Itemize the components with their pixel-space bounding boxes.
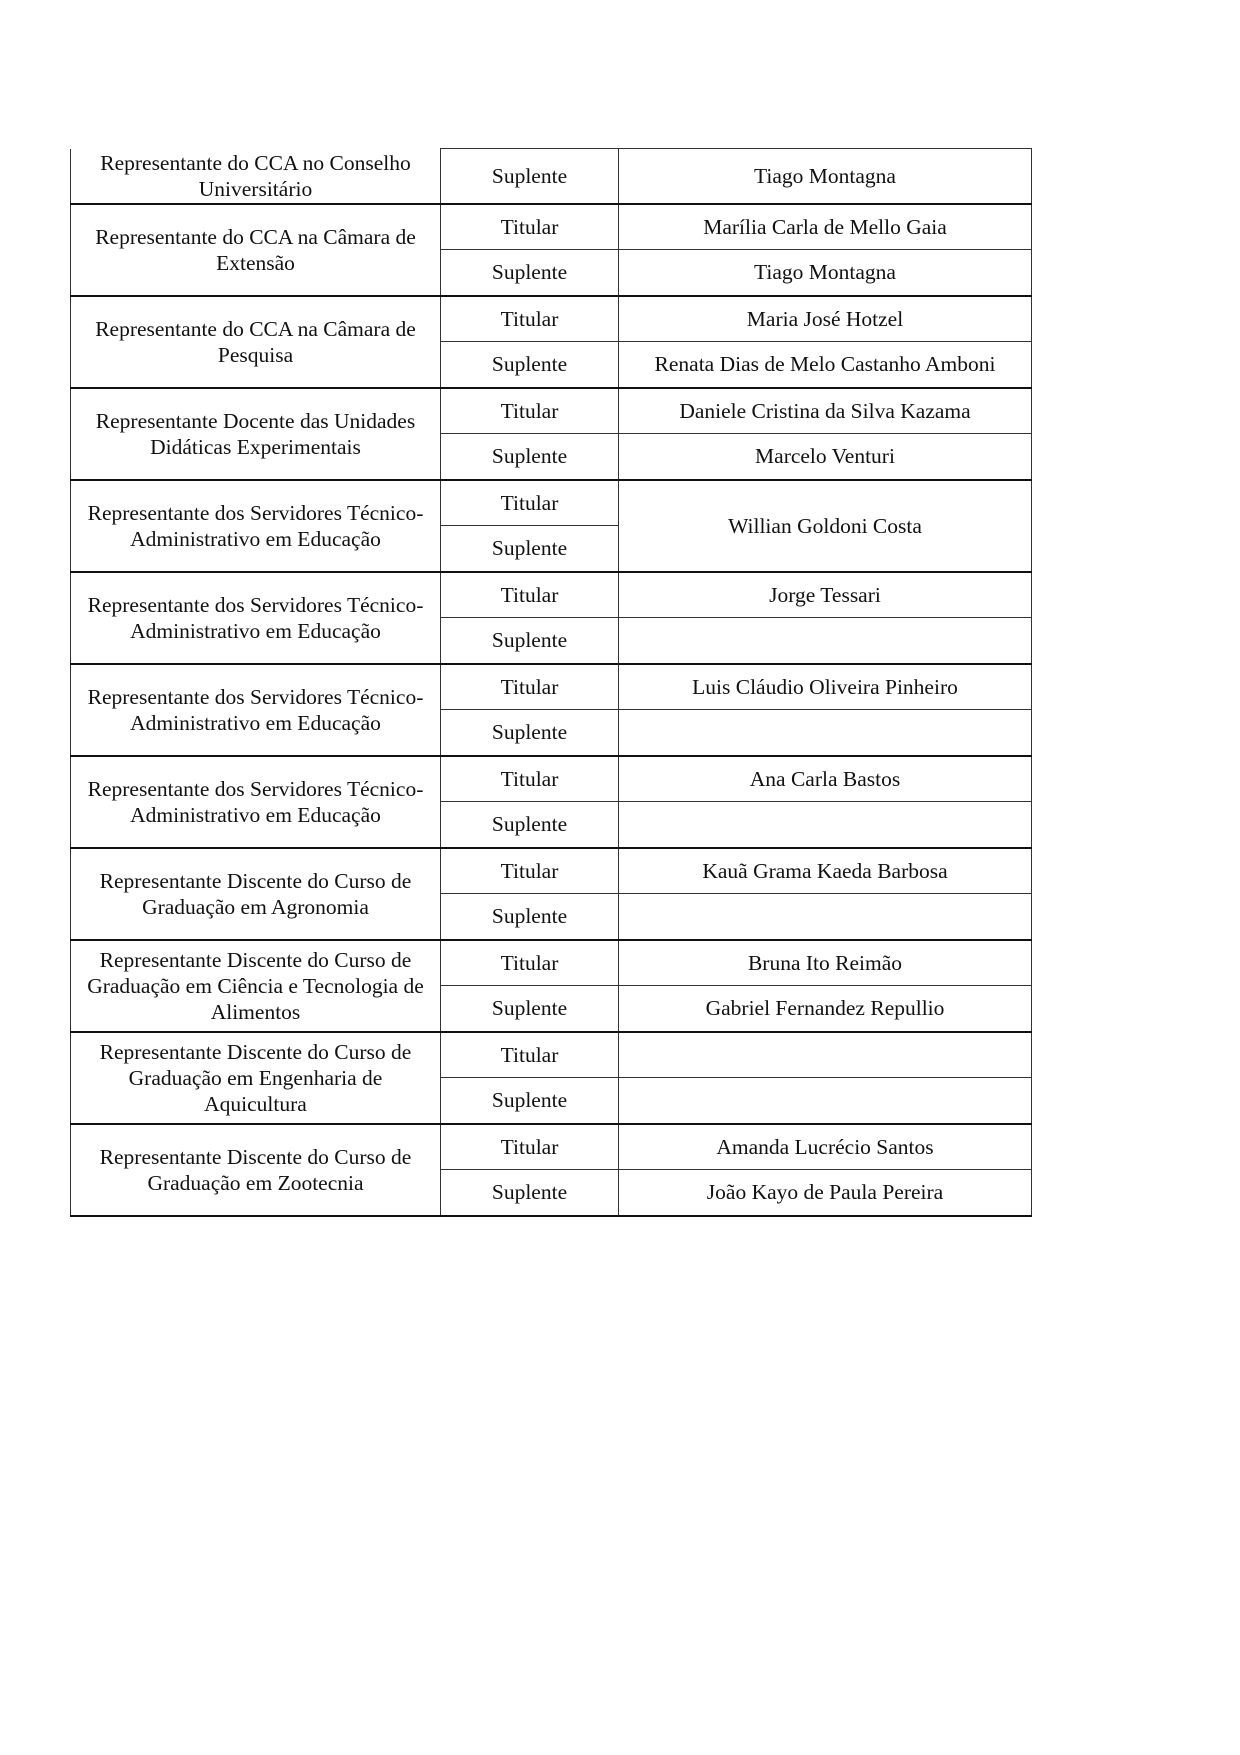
role-cell: Suplente	[441, 894, 619, 940]
role-cell: Suplente	[441, 802, 619, 848]
role-cell: Titular	[441, 296, 619, 342]
role-cell: Titular	[441, 388, 619, 434]
member-name-cell	[619, 618, 1032, 664]
position-description: Representante dos Servidores Técnico-Administrativo em Educação	[71, 572, 441, 664]
role-cell: Titular	[441, 1124, 619, 1170]
table-row	[71, 848, 1032, 894]
role-cell: Suplente	[441, 1170, 619, 1216]
position-description: Representante Discente do Curso de Graduação em Agronomia	[71, 848, 441, 940]
member-name-cell: Luis Cláudio Oliveira Pinheiro	[619, 664, 1032, 710]
role-cell: Suplente	[441, 434, 619, 480]
table-row	[71, 664, 1032, 710]
role-cell: Suplente	[441, 342, 619, 388]
position-description: Representante Discente do Curso de Graduação em Engenharia de Aquicultura	[71, 1032, 441, 1124]
role-cell: Titular	[441, 1032, 619, 1078]
representatives-table-body	[71, 149, 1032, 1216]
table-row	[71, 149, 1032, 204]
member-name-cell: Maria José Hotzel	[619, 296, 1032, 342]
position-description: Representante do CCA na Câmara de Extensão	[71, 204, 441, 296]
table-row	[71, 388, 1032, 434]
role-cell: Titular	[441, 940, 619, 986]
position-description: Representante Discente do Curso de Graduação em Ciência e Tecnologia de Alimentos	[71, 940, 441, 1032]
table-row	[71, 204, 1032, 250]
position-description: Representante dos Servidores Técnico-Administrativo em Educação	[71, 480, 441, 572]
role-cell: Suplente	[441, 618, 619, 664]
member-name-cell: Daniele Cristina da Silva Kazama	[619, 388, 1032, 434]
member-name-cell	[619, 710, 1032, 756]
member-name-cell: Tiago Montagna	[619, 250, 1032, 296]
role-cell: Suplente	[441, 149, 619, 204]
representatives-table	[70, 148, 1032, 1217]
table-row	[71, 296, 1032, 342]
role-cell: Titular	[441, 572, 619, 618]
position-description: Representante do CCA no Conselho Universitário	[71, 149, 441, 204]
role-cell: Suplente	[441, 710, 619, 756]
member-name-cell	[619, 894, 1032, 940]
role-cell: Suplente	[441, 1078, 619, 1124]
position-description: Representante Discente do Curso de Graduação em Zootecnia	[71, 1124, 441, 1216]
member-name-cell: Marília Carla de Mello Gaia	[619, 204, 1032, 250]
member-name-cell: Amanda Lucrécio Santos	[619, 1124, 1032, 1170]
member-name-cell	[619, 802, 1032, 848]
position-description: Representante dos Servidores Técnico-Administrativo em Educação	[71, 664, 441, 756]
role-cell: Titular	[441, 480, 619, 526]
member-name-cell: Gabriel Fernandez Repullio	[619, 986, 1032, 1032]
table-row	[71, 756, 1032, 802]
table-row	[71, 572, 1032, 618]
role-cell: Suplente	[441, 526, 619, 572]
table-row	[71, 940, 1032, 986]
position-description: Representante dos Servidores Técnico-Administrativo em Educação	[71, 756, 441, 848]
role-cell: Suplente	[441, 250, 619, 296]
member-name-cell: Kauã Grama Kaeda Barbosa	[619, 848, 1032, 894]
table-row	[71, 480, 1032, 526]
member-name-cell-merged: Willian Goldoni Costa	[619, 480, 1032, 572]
member-name-cell	[619, 1032, 1032, 1078]
member-name-cell: Bruna Ito Reimão	[619, 940, 1032, 986]
table-row	[71, 1124, 1032, 1170]
role-cell: Titular	[441, 848, 619, 894]
member-name-cell: João Kayo de Paula Pereira	[619, 1170, 1032, 1216]
member-name-cell: Marcelo Venturi	[619, 434, 1032, 480]
member-name-cell: Ana Carla Bastos	[619, 756, 1032, 802]
table-row	[71, 1032, 1032, 1078]
role-cell: Titular	[441, 204, 619, 250]
member-name-cell: Jorge Tessari	[619, 572, 1032, 618]
role-cell: Suplente	[441, 986, 619, 1032]
member-name-cell	[619, 1078, 1032, 1124]
role-cell: Titular	[441, 756, 619, 802]
position-description: Representante do CCA na Câmara de Pesquisa	[71, 296, 441, 388]
role-cell: Titular	[441, 664, 619, 710]
member-name-cell: Tiago Montagna	[619, 149, 1032, 204]
position-description: Representante Docente das Unidades Didáticas Experimentais	[71, 388, 441, 480]
member-name-cell: Renata Dias de Melo Castanho Amboni	[619, 342, 1032, 388]
